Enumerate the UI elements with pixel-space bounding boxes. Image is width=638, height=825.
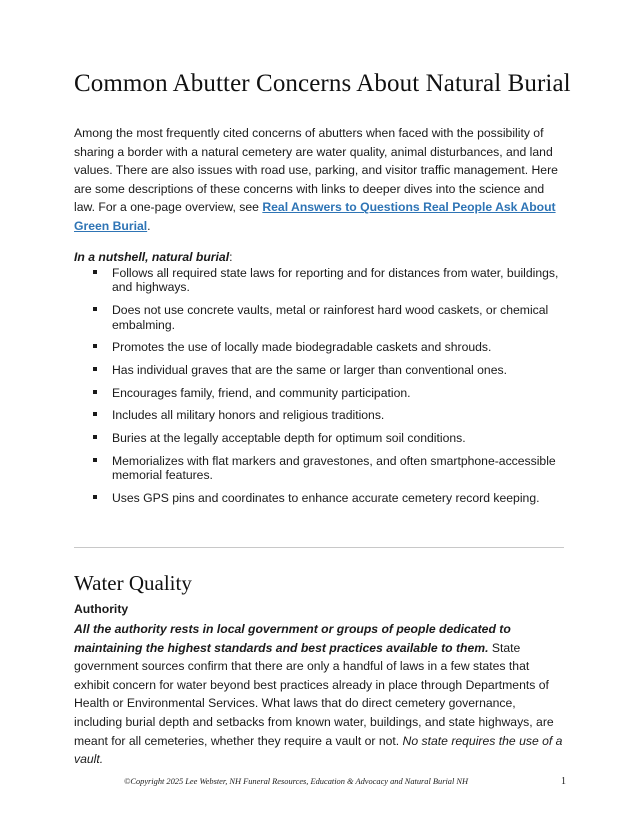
copyright-text: ©Copyright 2025 Lee Webster, NH Funeral Resources, Education & Advocacy and Natural Burial NH: [124, 777, 469, 786]
list-item-text: Buries at the legally acceptable depth for optimum soil conditions.: [112, 431, 466, 446]
list-item: [74, 340, 566, 354]
intro-paragraph: [74, 124, 566, 236]
page-number: 1: [561, 776, 566, 787]
list-item: [74, 386, 566, 400]
page-footer: [74, 776, 566, 790]
nutshell-colon: :: [229, 250, 233, 264]
authority-body: State government sources confirm that there are only a handful of laws in a few states that exhibit concern for water beyond best practices already in place through Departments of Health or Environmental Services. What laws that do direct cemetery governance, including burial depth and setbacks from known water, buildings, and state highways, are meant for all cemeteries, whether they require a vault or not.: [74, 640, 554, 748]
bullet-icon: [93, 495, 97, 499]
list-item: [74, 303, 566, 332]
list-item-text: Encourages family, friend, and community participation.: [112, 385, 411, 400]
list-item-text: Does not use concrete vaults, metal or rainforest hard wood caskets, or chemical embalming.: [112, 303, 549, 332]
bullet-icon: [93, 435, 97, 439]
list-item-text: Memorializes with flat markers and gravestones, and often smartphone-accessible memorial features.: [112, 453, 556, 483]
bullet-icon: [93, 412, 97, 416]
intro-text: Among the most frequently cited concerns of abutters when faced with the possibility of sharing a border with a natural cemetery are water quality, animal disturbances, and land values. There are also issues with road use, parking, and visitor traffic management. Here are some descriptions of these concerns with links to deeper dives into the science and law. For a one-page overview, see: [74, 126, 558, 215]
list-item: [74, 266, 566, 295]
authority-closing: No state requires the use of a vault.: [74, 733, 563, 767]
nutshell-heading: [74, 250, 232, 264]
authority-paragraph: [74, 620, 566, 769]
list-item-text: Has individual graves that are the same or larger than conventional ones.: [112, 362, 507, 377]
bullet-icon: [93, 390, 97, 394]
list-item: [74, 454, 566, 483]
section-divider: [74, 547, 564, 548]
page-title: Common Abutter Concerns About Natural Burial: [74, 70, 571, 97]
bullet-icon: [93, 458, 97, 462]
list-item-text: Uses GPS pins and coordinates to enhance accurate cemetery record keeping.: [112, 490, 540, 505]
section-heading: Water Quality: [74, 571, 192, 595]
section-subheading: Authority: [74, 602, 129, 616]
natural-burial-list: [74, 266, 566, 514]
list-item: [74, 363, 566, 377]
list-item: [74, 491, 566, 505]
list-item-text: Promotes the use of locally made biodegradable caskets and shrouds.: [112, 340, 492, 355]
intro-end: .: [147, 218, 151, 233]
authority-lead: All the authority rests in local government or groups of people dedicated to maintaining the highest standards and best practices available to them.: [74, 622, 511, 655]
bullet-icon: [93, 367, 97, 371]
list-item-text: Follows all required state laws for reporting and for distances from water, buildings, and highways.: [112, 266, 559, 295]
list-item: [74, 431, 566, 445]
bullet-icon: [93, 344, 97, 348]
real-answers-link[interactable]: Real Answers to Questions Real People Ask About Green Burial: [74, 200, 556, 233]
bullet-icon: [93, 270, 97, 274]
list-item: [74, 408, 566, 422]
nutshell-label: In a nutshell, natural burial: [74, 250, 230, 264]
list-item-text: Includes all military honors and religious traditions.: [112, 408, 385, 423]
bullet-icon: [93, 307, 97, 311]
